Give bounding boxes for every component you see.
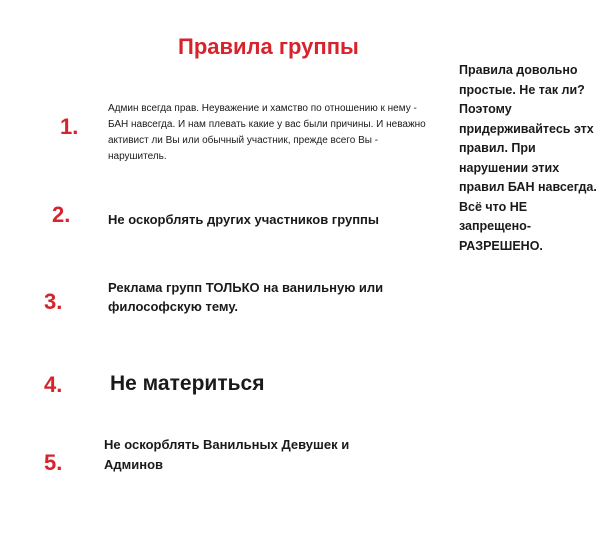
rule-text-3: Реклама групп ТОЛЬКО на ванильную или философскую тему. (108, 280, 384, 314)
rule-text-4: Не материться (110, 372, 265, 395)
rule-text-2: Не оскорблять других участников группы (108, 212, 380, 227)
side-note: Правила довольно простые. Не так ли? Поэтому придерживайтесь этх правил. При нарушении этих правил БАН навсегда. Всё что НЕ запрещено-РАЗРЕШЕНО. (459, 63, 597, 253)
rule-text-5: Не оскорблять Ванильных Девушек и Админов (104, 437, 350, 472)
page-title: Правила группы (178, 34, 359, 59)
rule-number-1: 1. (60, 114, 79, 139)
rule-number-3: 3. (44, 289, 63, 314)
rule-text-1: Админ всегда прав. Неуважение и хамство по отношению к нему - БАН навсегда. И нам плевать какие у вас были причины. И неважно активист ли Вы или обычный участник, прежде всего Вы - нарушитель. (108, 103, 426, 162)
rule-number-5: 5. (44, 450, 63, 475)
rule-number-4: 4. (44, 372, 63, 397)
rule-number-2: 2. (52, 202, 71, 227)
